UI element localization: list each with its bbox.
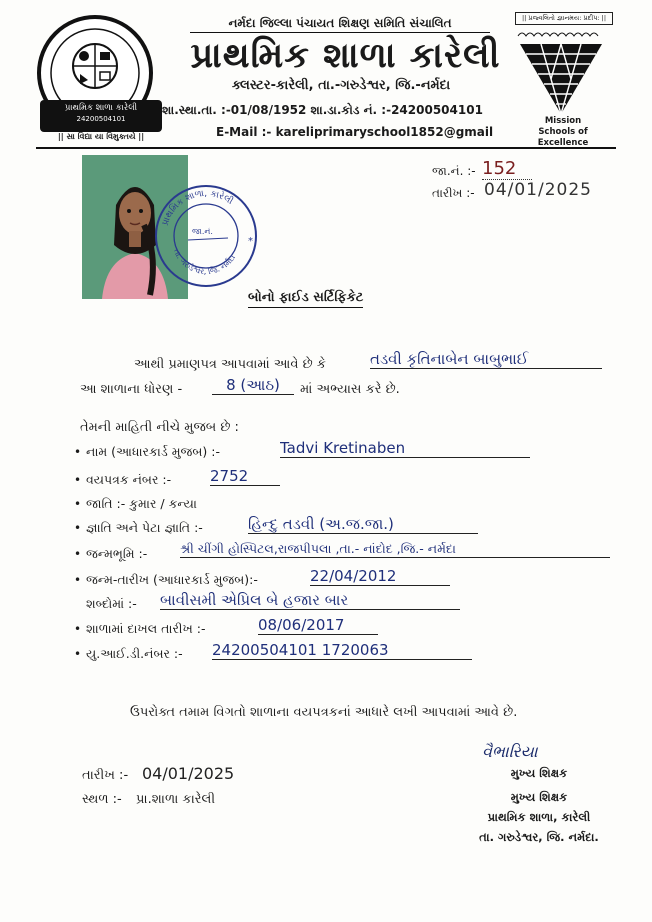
row-bullet: • — [74, 547, 82, 561]
stamp-star-icon: * — [248, 236, 253, 247]
footer-place-label: સ્થળ :- — [82, 792, 122, 807]
closing-statement: ઉપરોક્ત તમામ વિગતો શાળાના વયપત્રકનાં આધારે લખી આપવામાં આવે છે. — [130, 705, 518, 720]
emblem-ribbon — [40, 100, 162, 132]
row-bullet: • — [74, 521, 82, 535]
row-label: નામ (આધારકાર્ડ મુજબ) :- — [86, 444, 220, 459]
establishment-line: શા.સ્થા.તા. :-01/08/1952 શા.ડા.કોડ નં. :-24200504101 — [162, 103, 483, 117]
cluster-line: ક્લસ્ટર-કારેલી, તા.-ગરુડેશ્વર, જિ.-નર્મદા — [231, 78, 451, 93]
right-motto: || પ્રજ્વલિતો જ્ઞાનમય: પ્રદીપ: || — [515, 12, 613, 25]
row-label: જાતિ :- કુમાર / કન્યા — [86, 496, 197, 511]
header-subtitle: નર્મદા જિલ્લા પંચાયત શિક્ષણ સમિતિ સંચાલિત — [190, 16, 490, 33]
row-label: જન્મ-તારીખ (આધારકાર્ડ મુજબ):- — [86, 572, 258, 587]
row-value: બાવીસમી એપ્રિલ બે હજાર બાર — [160, 591, 460, 610]
row-label: જ્ઞાતિ અને પેટા જ્ઞાતિ :- — [86, 520, 203, 535]
row-value: 22/04/2012 — [310, 567, 450, 586]
row-bullet: • — [74, 647, 82, 661]
row-label: યુ.આઈ.ડી.નંબર :- — [86, 646, 183, 661]
outward-no-value: 152 — [482, 158, 532, 180]
row-value: 24200504101 1720063 — [212, 641, 472, 660]
mission-logo — [516, 30, 606, 116]
row-value: Tadvi Kretinaben — [280, 439, 530, 458]
row-bullet: • — [74, 622, 82, 636]
standard-value: 8 (આઠ) — [212, 376, 294, 395]
row-value: હિન્દુ તડવી (અ.જ.જા.) — [248, 515, 478, 534]
svg-text:પ્રાથમિક શાળા, કારેલી — [160, 189, 235, 227]
emblem-ribbon-text: પ્રાથમિક શાળા કારેલી — [64, 103, 138, 113]
row-label: શબ્દોમાં :- — [86, 596, 137, 611]
stamp-bottom-text: તા. ગરુડેશ્વર, જિ. નર્મદા — [171, 247, 238, 277]
standard-label: આ શાળાના ધોરણ - — [80, 382, 183, 397]
svg-text:તા. ગરુડેશ્વર, જિ. નર્મદા — [172, 248, 238, 276]
email-line: E-Mail :- kareliprimaryschool1852@gmail — [216, 125, 494, 139]
outward-no-label: જા.નં. :- — [432, 164, 476, 178]
footer-place-value: પ્રા.શાળા કારેલી — [136, 792, 216, 807]
row-label: વયપત્રક નંબર :- — [86, 472, 172, 487]
row-bullet: • — [74, 473, 82, 487]
row-bullet: • — [74, 445, 82, 459]
row-label: જન્મભૂમિ :- — [86, 546, 148, 561]
student-name-gujarati: તડવી કૃતિનાબેન બાબુભાઈ — [370, 350, 602, 369]
stamp-designation: મુખ્ય શિક્ષક — [510, 790, 568, 804]
row-value: 2752 — [210, 467, 280, 486]
row-label: શાળામાં દાખલ તારીખ :- — [86, 621, 206, 636]
row-value: શ્રી ચીંગી હોસ્પિટલ,રાજપીપલા ,તા.- નાંદોદ ,જિ.- નર્મદા — [180, 541, 610, 558]
stamp-ring-text: પ્રાથમિક શાળા, કારેલી — [160, 188, 235, 228]
row-bullet: • — [74, 573, 82, 587]
header-divider — [36, 147, 616, 149]
school-title: પ્રાથમિક શાળા કારેલી — [190, 36, 501, 76]
studying-text: માં અભ્યાસ કરે છે. — [300, 382, 400, 397]
stamp-school-name: પ્રાથમિક શાળા, કારેલી — [487, 810, 591, 824]
motto: || સા વિદ્યા યા વિમુક્તયે || — [57, 132, 145, 141]
issue-date-value: 04/01/2025 — [484, 180, 592, 200]
certificate-heading: બોનો ફાઈડ સર્ટિફિકેટ — [248, 290, 363, 308]
mission-caption — [515, 116, 611, 149]
row-value: 08/06/2017 — [258, 616, 378, 635]
stamp-address: તા. ગરુડેશ્વર, જિ. નર્મદા. — [479, 830, 599, 844]
details-intro: તેમની માહિતી નીચે મુજબ છે : — [80, 420, 239, 435]
mission-word: Mission — [544, 116, 582, 126]
stamp-inner-label: જા.નં. — [192, 227, 213, 236]
certify-text: આથી પ્રમાણપત્ર આપવામાં આવે છે કે — [134, 357, 326, 372]
mission-subtext: Schools of Excellence — [537, 127, 589, 148]
signature-scribble: વૈભારિયા — [482, 742, 538, 761]
footer-date-label: તારીખ :- — [82, 768, 129, 783]
emblem-ribbon-code: 24200504101 — [76, 115, 126, 123]
footer-date-value: 04/01/2025 — [142, 764, 235, 783]
signature-designation: મુખ્ય શિક્ષક — [510, 766, 568, 780]
row-bullet: • — [74, 497, 82, 511]
issue-date-label: તારીખ :- — [432, 186, 475, 200]
school-stamp — [152, 182, 260, 290]
